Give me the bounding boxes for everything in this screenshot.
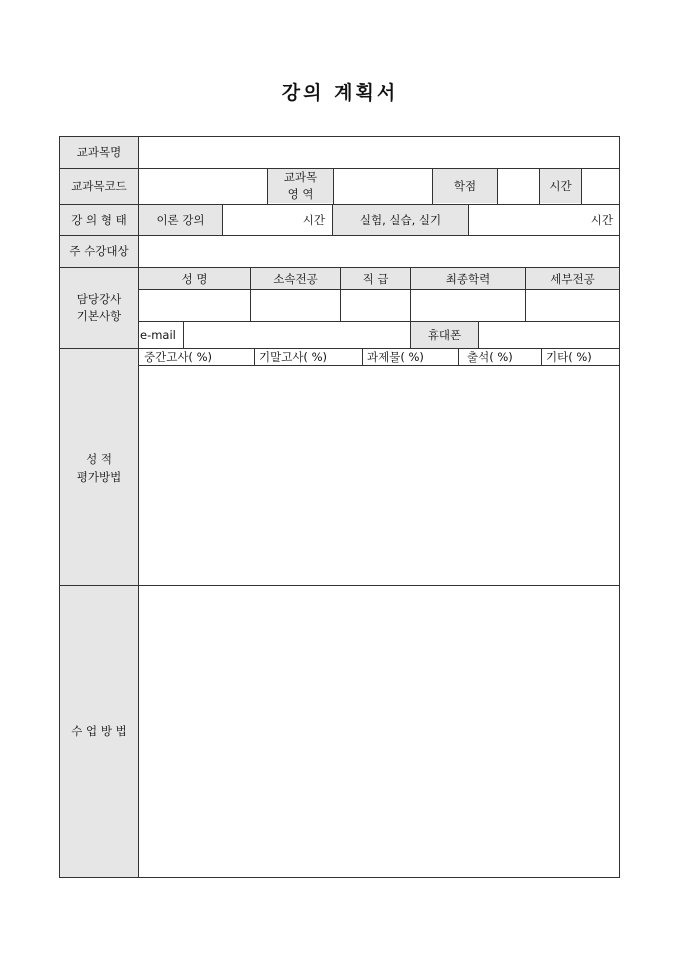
label-course-name: 교과목명 (76, 145, 122, 159)
label-name: 성 명 (181, 272, 208, 286)
label-mobile: 휴대폰 (427, 328, 462, 342)
label-lecture-type: 강 의 형 태 (71, 213, 127, 227)
label-education: 최종학력 (445, 272, 491, 286)
label-grading-method: 평가방법 (76, 470, 122, 484)
label-course-area: 교과목 (283, 170, 318, 184)
label-practice-hours-unit: 시간 (590, 213, 613, 227)
label-instructor: 담당강사 (76, 292, 122, 306)
email-field[interactable] (184, 322, 410, 348)
instructor-department-field[interactable] (251, 290, 340, 321)
grading-final: 기말고사( %) (259, 350, 327, 364)
course-code-field[interactable] (139, 169, 267, 204)
label-hours: 시간 (549, 179, 572, 193)
theory-hours-field[interactable] (223, 205, 332, 235)
target-students-field[interactable] (139, 236, 619, 267)
credits-field[interactable] (498, 169, 539, 204)
label-instructor-basic: 기본사항 (76, 309, 122, 323)
instructor-position-field[interactable] (341, 290, 410, 321)
label-theory-lecture: 이론 강의 (156, 213, 205, 227)
instructor-name-field[interactable] (139, 290, 250, 321)
grading-other: 기타( %) (546, 350, 592, 364)
label-practice-lecture: 실험, 실습, 실기 (359, 213, 442, 227)
label-credits: 학점 (453, 179, 477, 193)
label-department: 소속전공 (273, 272, 318, 286)
label-course-area-2: 영 역 (287, 187, 314, 201)
grading-assignment: 과제물( %) (367, 350, 424, 364)
mobile-field[interactable] (479, 322, 619, 348)
label-course-code: 교과목코드 (71, 179, 127, 193)
label-email: e-mail (140, 328, 176, 342)
label-specialty: 세부전공 (550, 272, 595, 286)
hours-field[interactable] (582, 169, 619, 204)
grading-method-area[interactable] (139, 366, 619, 585)
grading-midterm: 중간고사( %) (144, 350, 212, 364)
label-target-students: 주 수강대상 (69, 244, 129, 258)
label-theory-hours-unit: 시간 (302, 213, 325, 227)
course-area-field[interactable] (334, 169, 432, 204)
instructor-specialty-field[interactable] (526, 290, 619, 321)
teaching-method-area[interactable] (139, 586, 619, 877)
grading-attendance: 출석( %) (467, 350, 513, 364)
page-title: 강의 계획서 (281, 82, 399, 104)
instructor-education-field[interactable] (411, 290, 525, 321)
label-position: 직 급 (362, 272, 389, 286)
course-name-field[interactable] (139, 137, 619, 168)
label-grading: 성 적 (86, 452, 112, 466)
practice-hours-field[interactable] (469, 205, 619, 235)
label-teaching-method: 수 업 방 법 (71, 724, 127, 738)
